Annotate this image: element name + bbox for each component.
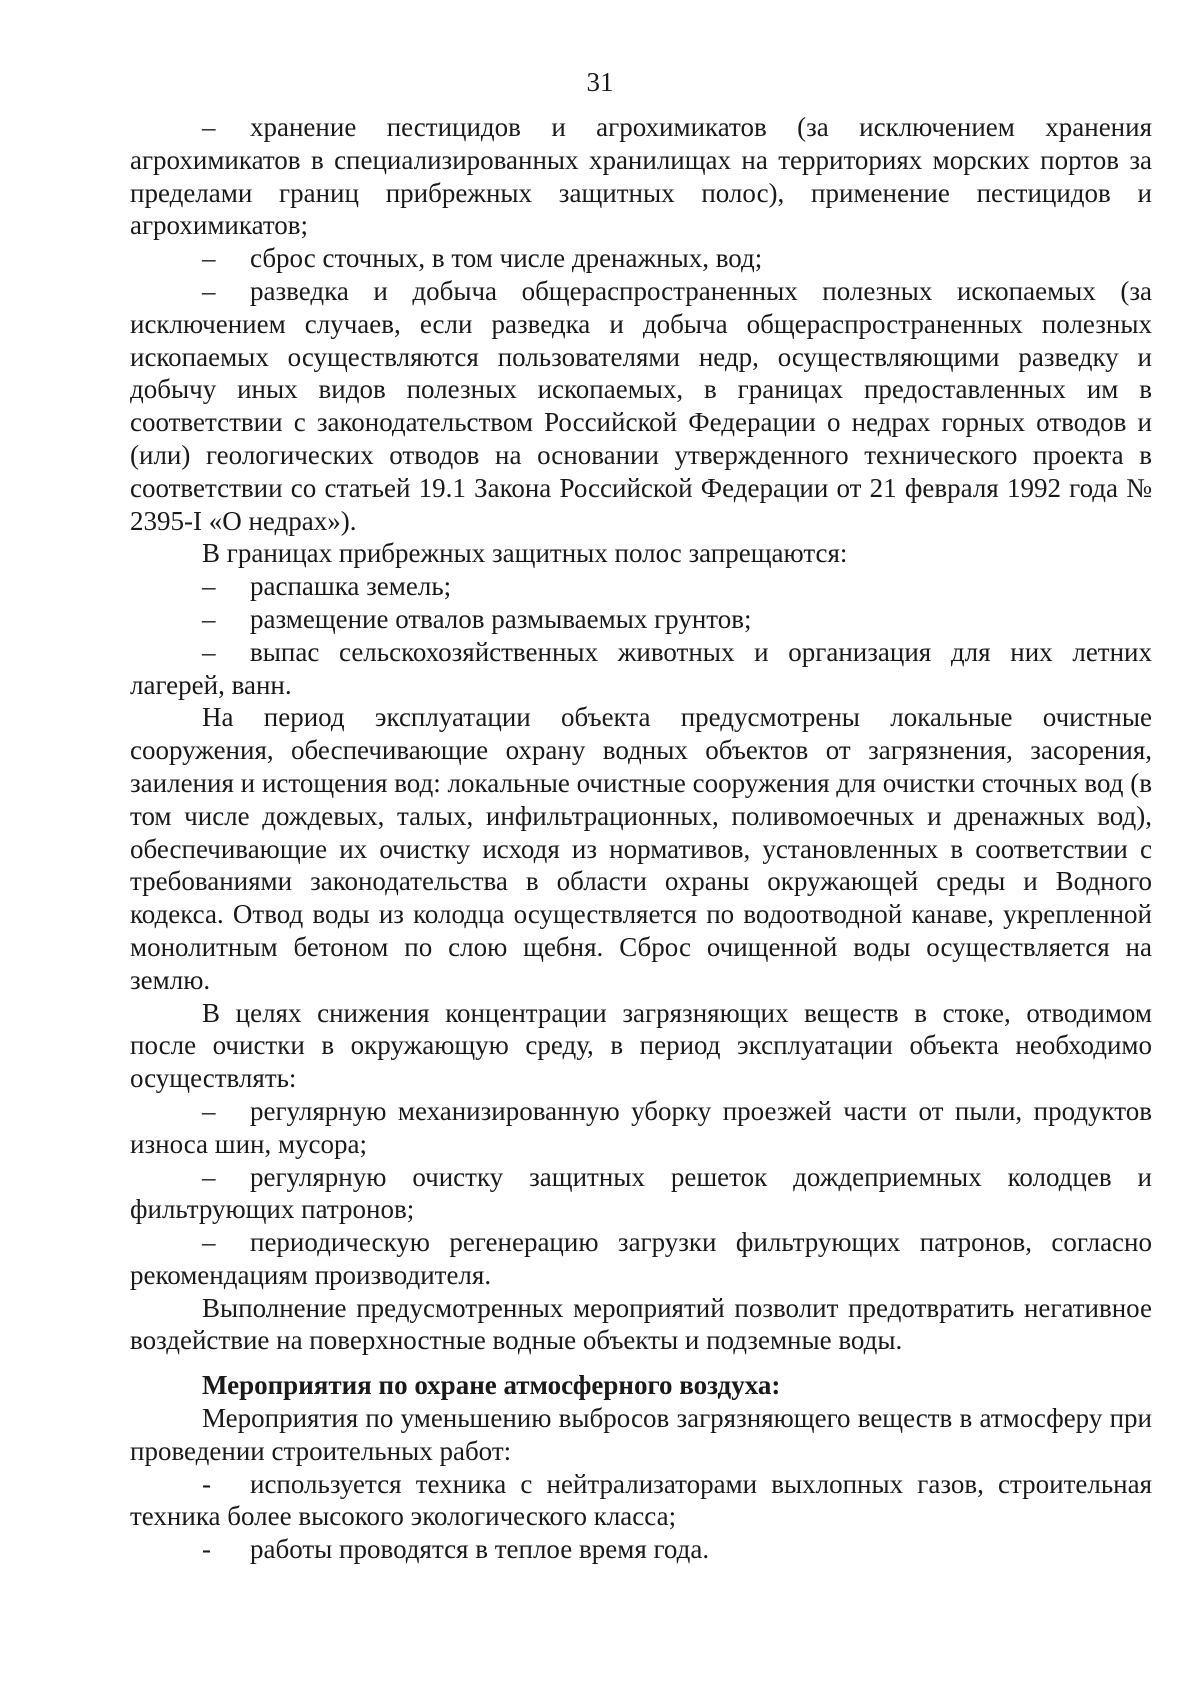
list-item-road-cleaning: [130, 1095, 1152, 1161]
paragraph-emissions-intro: Мероприятия по уменьшению выбросов загрязняющего веществ в атмосферу при проведении строительных работ:: [130, 1403, 1152, 1466]
list-item-text: регулярную механизированную уборку проезжей части от пыли, продуктов износа шин, мусора;: [130, 1095, 1152, 1159]
list-item-text: сброс сточных, в том числе дренажных, вод;: [250, 243, 763, 274]
paragraph-concentration-reduction: В целях снижения концентрации загрязняющих веществ в стоке, отводимом после очистки в окружающую среду, в период эксплуатации объекта необходимо осуществлять:: [130, 997, 1152, 1094]
list-item-filter-regeneration: [130, 1226, 1152, 1292]
list-marker: –: [202, 112, 216, 142]
paragraph-prohibitions-intro: В границах прибрежных защитных полос запрещаются:: [202, 538, 848, 569]
list-item-text: хранение пестицидов и агрохимикатов (за исключением хранения агрохимикатов в специализированных хранилищах на территориях морских портов за пределами границ прибрежных защитных полос), применение пестицидов и агрохимикатов;: [130, 112, 1152, 241]
list-item-grate-cleaning: [130, 1161, 1152, 1227]
document-body: [130, 111, 1152, 1566]
paragraph-treatment-facilities: На период эксплуатации объекта предусмотрены локальные очистные сооружения, обеспечивающие охрану водных объектов от загрязнения, засорения, заиления и истощения вод: локальные очистные сооружения для очистки сточных вод (в том числе дождевых, талых, инфильтрационных, поливомоечных и дренажных вод), обеспечивающие их очистку исходя из нормативов, установленных в соответствии с требованиями законодательства в области охраны окружающей среды и Водного кодекса. Отвод воды из колодца осуществляется по водоотводной канаве, укрепленной монолитным бетоном по слою щебня. Сброс очищенной воды осуществляется на землю.: [130, 702, 1152, 995]
list-item-text: размещение отвалов размываемых грунтов;: [250, 603, 752, 634]
list-item-dumps: [130, 603, 1152, 636]
list-item-text: работы проводятся в теплое время года.: [250, 1534, 710, 1565]
list-item-text: используется техника с нейтрализаторами выхлопных газов, строительная техника более высокого экологического класса;: [130, 1468, 1152, 1532]
list-marker: -: [202, 1468, 211, 1499]
list-item-neutralizers: [130, 1468, 1152, 1534]
list-item-text: периодическую регенерацию загрузки фильтрующих патронов, согласно рекомендациям производителя.: [130, 1227, 1152, 1290]
list-item-pesticides: [130, 111, 1152, 242]
list-item-grazing: [130, 636, 1152, 702]
section-heading-air: Мероприятия по охране атмосферного воздуха:: [202, 1370, 781, 1401]
list-item-warm-season: [130, 1533, 1152, 1566]
paragraph-conclusion: Выполнение предусмотренных мероприятий позволит предотвратить негативное воздействие на поверхностные водные объекты и подземные воды.: [130, 1292, 1152, 1356]
list-marker: -: [202, 1534, 211, 1565]
list-marker: –: [202, 1095, 216, 1126]
list-marker: –: [202, 243, 216, 274]
list-item-text: разведка и добыча общераспространенных полезных ископаемых (за исключением случаев, если разведка и добыча общераспространенных полезных ископаемых осуществляются пользователями недр, осуществляющими разведку и добычу иных видов полезных ископаемых, в границах предоставленных им в соответствии с законодательством Российской Федерации о недрах горных отводов и (или) геологических отводов на основании утвержденного технического проекта в соответствии со статьей 19.1 Закона Российской Федерации от 21 февраля 1992 года № 2395-I «О недрах»).: [130, 275, 1152, 536]
list-marker: –: [202, 571, 216, 602]
list-marker: –: [202, 1161, 216, 1192]
list-marker: –: [202, 1227, 216, 1258]
list-item-text: регулярную очистку защитных решеток дождеприемных колодцев и фильтрующих патронов;: [130, 1161, 1152, 1225]
page-number: 31: [586, 67, 614, 97]
list-marker: –: [202, 636, 216, 667]
list-item-wastewater: [130, 242, 1152, 275]
list-item-plowing: [130, 570, 1152, 603]
list-marker: –: [202, 275, 216, 306]
list-marker: –: [202, 603, 216, 634]
list-item-mining: [130, 275, 1152, 537]
list-item-text: распашка земель;: [250, 571, 452, 602]
list-item-text: выпас сельскохозяйственных животных и организация для них летних лагерей, ванн.: [130, 636, 1152, 700]
